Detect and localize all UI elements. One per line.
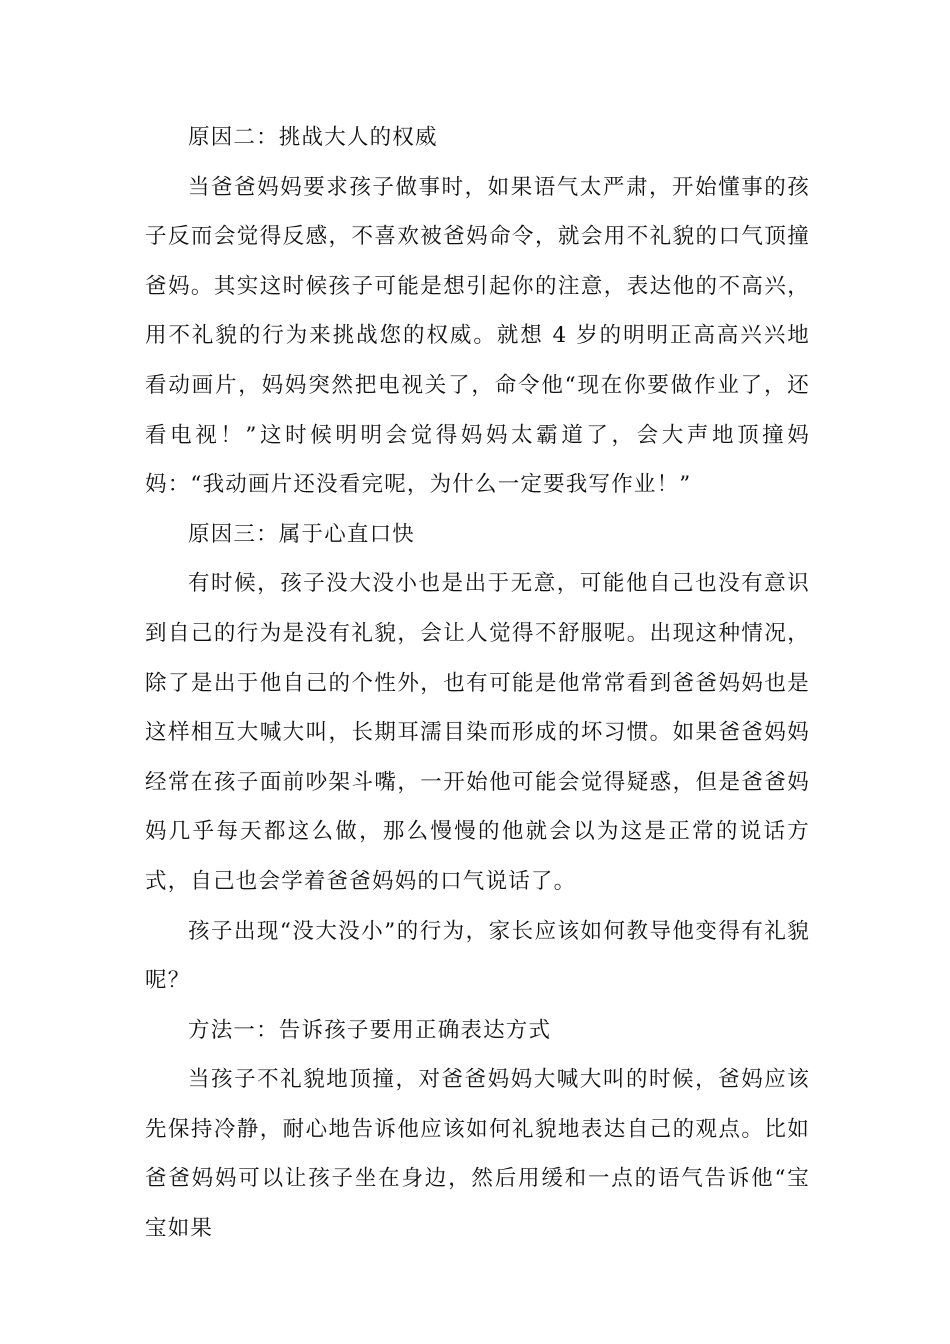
paragraph-question: 孩子出现“没大没小”的行为，家长应该如何教导他变得有礼貌呢？: [145, 918, 810, 994]
document-body: [145, 113, 810, 1254]
heading-method-one: 方法一：告诉孩子要用正确表达方式: [188, 1017, 552, 1043]
paragraph-reason-three: 有时候，孩子没大没小也是出于无意，可能他自己也没有意识到自己的行为是没有礼貌，会让人觉得不舒服呢。出现这种情况，除了是出于他自己的个性外，也有可能是他常常看到爸爸妈妈也是这样相互大喊大叫，长期耳濡目染而形成的坏习惯。如果爸爸妈妈经常在孩子面前吵架斗嘴，一开始他可能会觉得疑惑，但是爸爸妈妈几乎每天都这么做，那么慢慢的他就会以为这是正常的说话方式，自己也会学着爸爸妈妈的口气说话了。: [145, 571, 810, 894]
paragraph-reason-two: 当爸爸妈妈要求孩子做事时，如果语气太严肃，开始懂事的孩子反而会觉得反感，不喜欢被爸妈命令，就会用不礼貌的口气顶撞爸妈。其实这时候孩子可能是想引起你的注意，表达他的不高兴，用不礼貌的行为来挑战您的权威。就想 4 岁的明明正高高兴兴地看动画片，妈妈突然把电视关了，命令他“现在你要做作业了，还看电视！”这时候明明会觉得妈妈太霸道了，会大声地顶撞妈妈：“我动画片还没看完呢，为什么一定要我写作业！”: [145, 174, 810, 498]
heading-reason-three: 原因三：属于心直口快: [188, 521, 416, 547]
paragraph-method-one: 当孩子不礼貌地顶撞，对爸爸妈妈大喊大叫的时候，爸妈应该先保持冷静，耐心地告诉他应该如何礼貌地表达自己的观点。比如爸爸妈妈可以让孩子坐在身边，然后用缓和一点的语气告诉他“宝宝如果: [145, 1067, 810, 1242]
heading-reason-two: 原因二：挑战大人的权威: [188, 125, 438, 150]
